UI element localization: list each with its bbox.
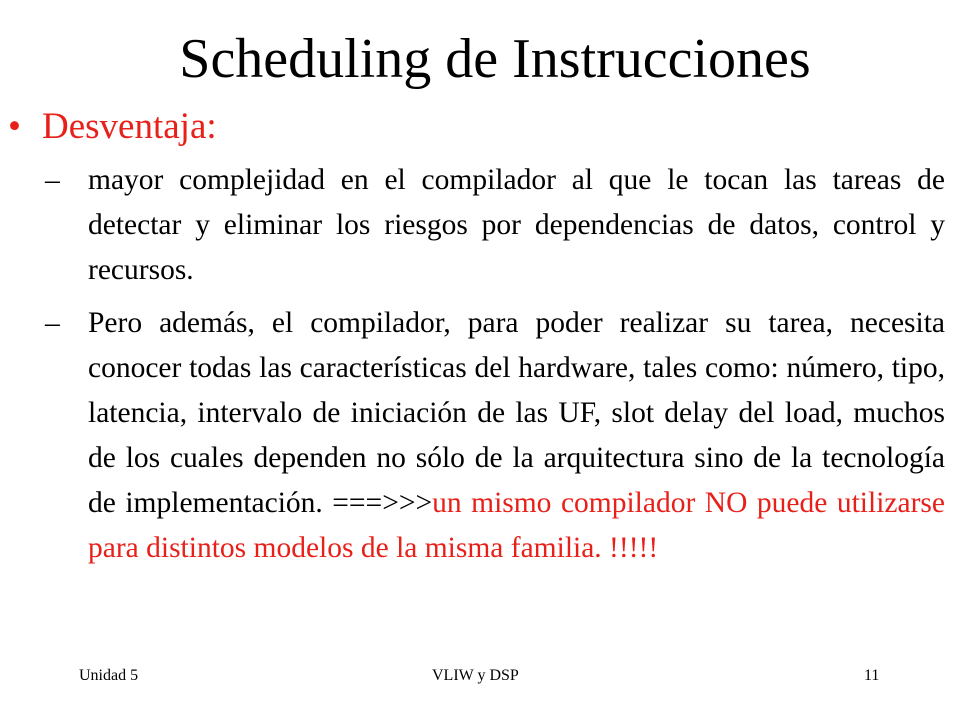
subitem-1-text: mayor complejidad en el compilador al que le tocan las tareas de detectar y eliminar los riesgos por dependencias de datos, control y recursos. bbox=[88, 164, 945, 286]
subitem-2-text-block bbox=[88, 301, 945, 571]
slide-title: Scheduling de Instrucciones bbox=[179, 28, 811, 90]
bullet-label: Desventaja: bbox=[42, 106, 217, 147]
footer-unit: Unidad 5 bbox=[79, 667, 139, 684]
bullet-marker: • bbox=[8, 106, 21, 147]
subitem-2-highlight: un mismo compilador NO puede utilizarse para distintos modelos de la misma familia. !!!!! bbox=[88, 487, 945, 564]
page-number: 11 bbox=[864, 667, 880, 684]
subitem-2-text: Pero además, el compilador, para poder realizar su tarea, necesita conocer todas las características del hardware, tales como: número, tipo, latencia, intervalo de iniciación de las UF, slot delay del load, muchos de los cuales dependen no sólo de la arquitectura sino de la tecnología de implementación. ===>>> bbox=[88, 307, 945, 519]
subitem-2 bbox=[45, 301, 945, 571]
footer-topic: VLIW y DSP bbox=[432, 667, 519, 684]
subitem-1-marker: – bbox=[45, 164, 60, 196]
bullet-item bbox=[8, 103, 217, 151]
subitem-1 bbox=[45, 158, 945, 293]
subitem-2-marker: – bbox=[45, 307, 60, 339]
